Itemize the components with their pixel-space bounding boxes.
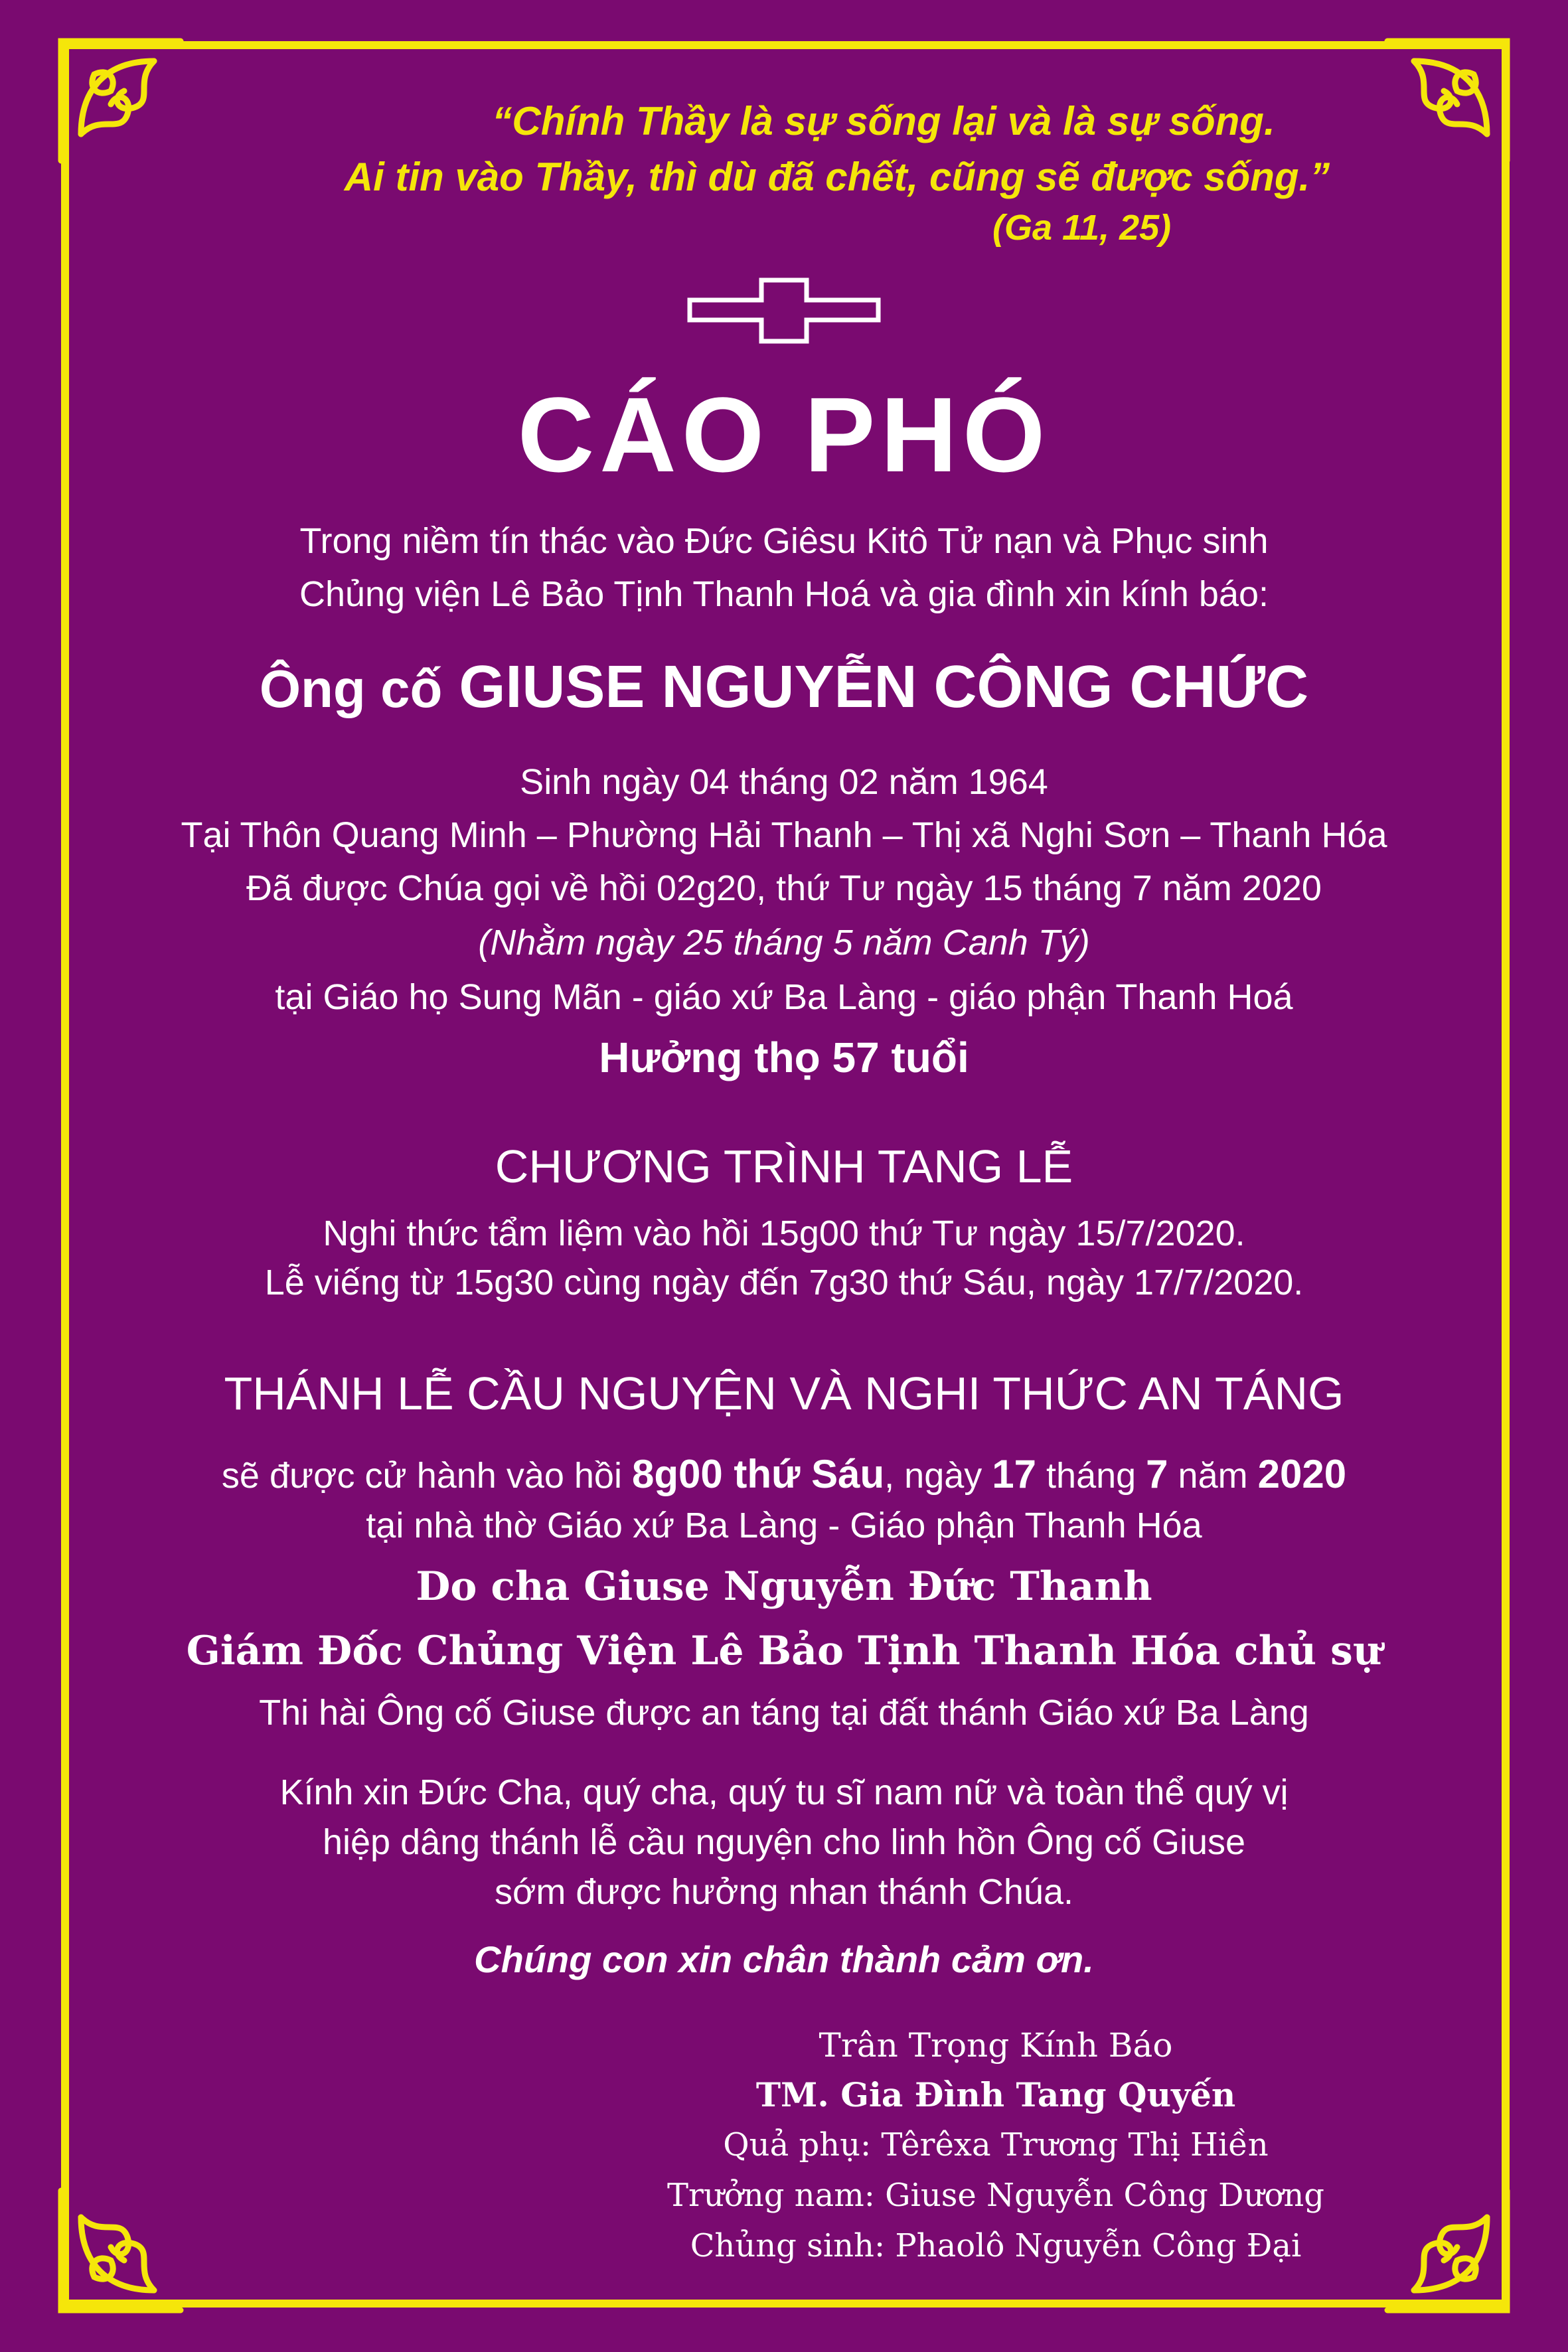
mass-time-text-1: sẽ được cử hành vào hồi	[221, 1456, 632, 1496]
intro-line-2: Chủng viện Lê Bảo Tịnh Thanh Hoá và gia đình xin kính báo:	[299, 574, 1269, 614]
request-line-1: Kính xin Đức Cha, quý cha, quý tu sĩ nam nữ và toàn thể quý vị	[279, 1772, 1289, 1812]
deceased-name	[0, 651, 1568, 726]
program-line-2: Lễ viếng từ 15g30 cùng ngày đến 7g30 thứ Sáu, ngày 17/7/2020.	[264, 1263, 1304, 1302]
signature-seminarian: Chủng sinh: Phaolô Nguyễn Công Đại	[690, 2227, 1302, 2264]
scripture-quote-line1: “Chính Thầy là sự sống lại và là sự sống.	[492, 99, 1275, 143]
deceased-prefix: Ông cố	[259, 659, 443, 718]
signature-line-2: TM. Gia Đình Tang Quyến	[755, 2075, 1236, 2114]
thanks: Chúng con xin chân thành cảm ơn.	[474, 1938, 1094, 1980]
page-title: CÁO PHÓ	[517, 375, 1051, 494]
mass-time-bold-3: 7	[1146, 1452, 1168, 1496]
mass-time-text-4: năm	[1168, 1456, 1258, 1496]
celebrant-line-1: Do cha Giuse Nguyễn Đức Thanh	[416, 1563, 1152, 1610]
request-line-3: sớm được hưởng nhan thánh Chúa.	[494, 1872, 1073, 1912]
signature-eldest-son: Trưởng nam: Giuse Nguyễn Công Dương	[667, 2177, 1324, 2214]
mass-time-bold-4: 2020	[1257, 1452, 1347, 1496]
mass-time-bold-1: 8g00 thứ Sáu	[631, 1452, 885, 1496]
death-place: tại Giáo họ Sung Mãn - giáo xứ Ba Làng - giáo phận Thanh Hoá	[275, 977, 1293, 1017]
mass-heading: THÁNH LỄ CẦU NGUYỆN VÀ NGHI THỨC AN TÁNG	[224, 1368, 1344, 1419]
border-top	[61, 41, 1510, 49]
burial-info: Thi hài Ông cố Giuse được an táng tại đất thánh Giáo xứ Ba Làng	[259, 1693, 1309, 1733]
lunar-date: (Nhằm ngày 25 tháng 5 năm Canh Tý)	[478, 923, 1090, 963]
mass-time	[0, 1447, 1568, 1503]
age: Hưởng thọ 57 tuổi	[599, 1034, 969, 1081]
request-line-2: hiệp dâng thánh lễ cầu nguyện cho linh hồn Ông cố Giuse	[322, 1822, 1246, 1862]
program-line-1: Nghi thức tẩm liệm vào hồi 15g00 thứ Tư ngày 15/7/2020.	[323, 1214, 1245, 1253]
scripture-reference: (Ga 11, 25)	[992, 208, 1172, 248]
cross-icon	[687, 277, 881, 344]
mass-time-text-2: , ngày	[884, 1456, 992, 1496]
deceased-fullname: GIUSE NGUYỄN CÔNG CHỨC	[459, 654, 1309, 720]
mass-time-text-3: tháng	[1036, 1456, 1146, 1496]
scripture-quote-line2: Ai tin vào Thầy, thì dù đã chết, cũng sẽ được sống.”	[344, 155, 1330, 199]
death-date: Đã được Chúa gọi về hồi 02g20, thứ Tư ngày 15 tháng 7 năm 2020	[246, 868, 1322, 908]
birth-date: Sinh ngày 04 tháng 02 năm 1964	[520, 762, 1048, 802]
celebrant-line-2: Giám Đốc Chủng Viện Lê Bảo Tịnh Thanh Hóa chủ sự	[186, 1628, 1382, 1674]
corner-ornament-bottom-left	[54, 2184, 187, 2317]
program-heading: CHƯƠNG TRÌNH TANG LỄ	[495, 1140, 1073, 1192]
mass-time-bold-2: 17	[992, 1452, 1037, 1496]
mass-place: tại nhà thờ Giáo xứ Ba Làng - Giáo phận Thanh Hóa	[366, 1506, 1202, 1545]
intro-line-1: Trong niềm tín thác vào Đức Giêsu Kitô Tử nạn và Phục sinh	[299, 521, 1269, 561]
signature-line-1: Trân Trọng Kính Báo	[819, 2026, 1173, 2065]
border-bottom	[61, 2300, 1510, 2308]
signature-widow: Quả phụ: Têrêxa Trương Thị Hiền	[723, 2126, 1269, 2163]
birth-place: Tại Thôn Quang Minh – Phường Hải Thanh – Thị xã Nghi Sơn – Thanh Hóa	[181, 815, 1387, 855]
